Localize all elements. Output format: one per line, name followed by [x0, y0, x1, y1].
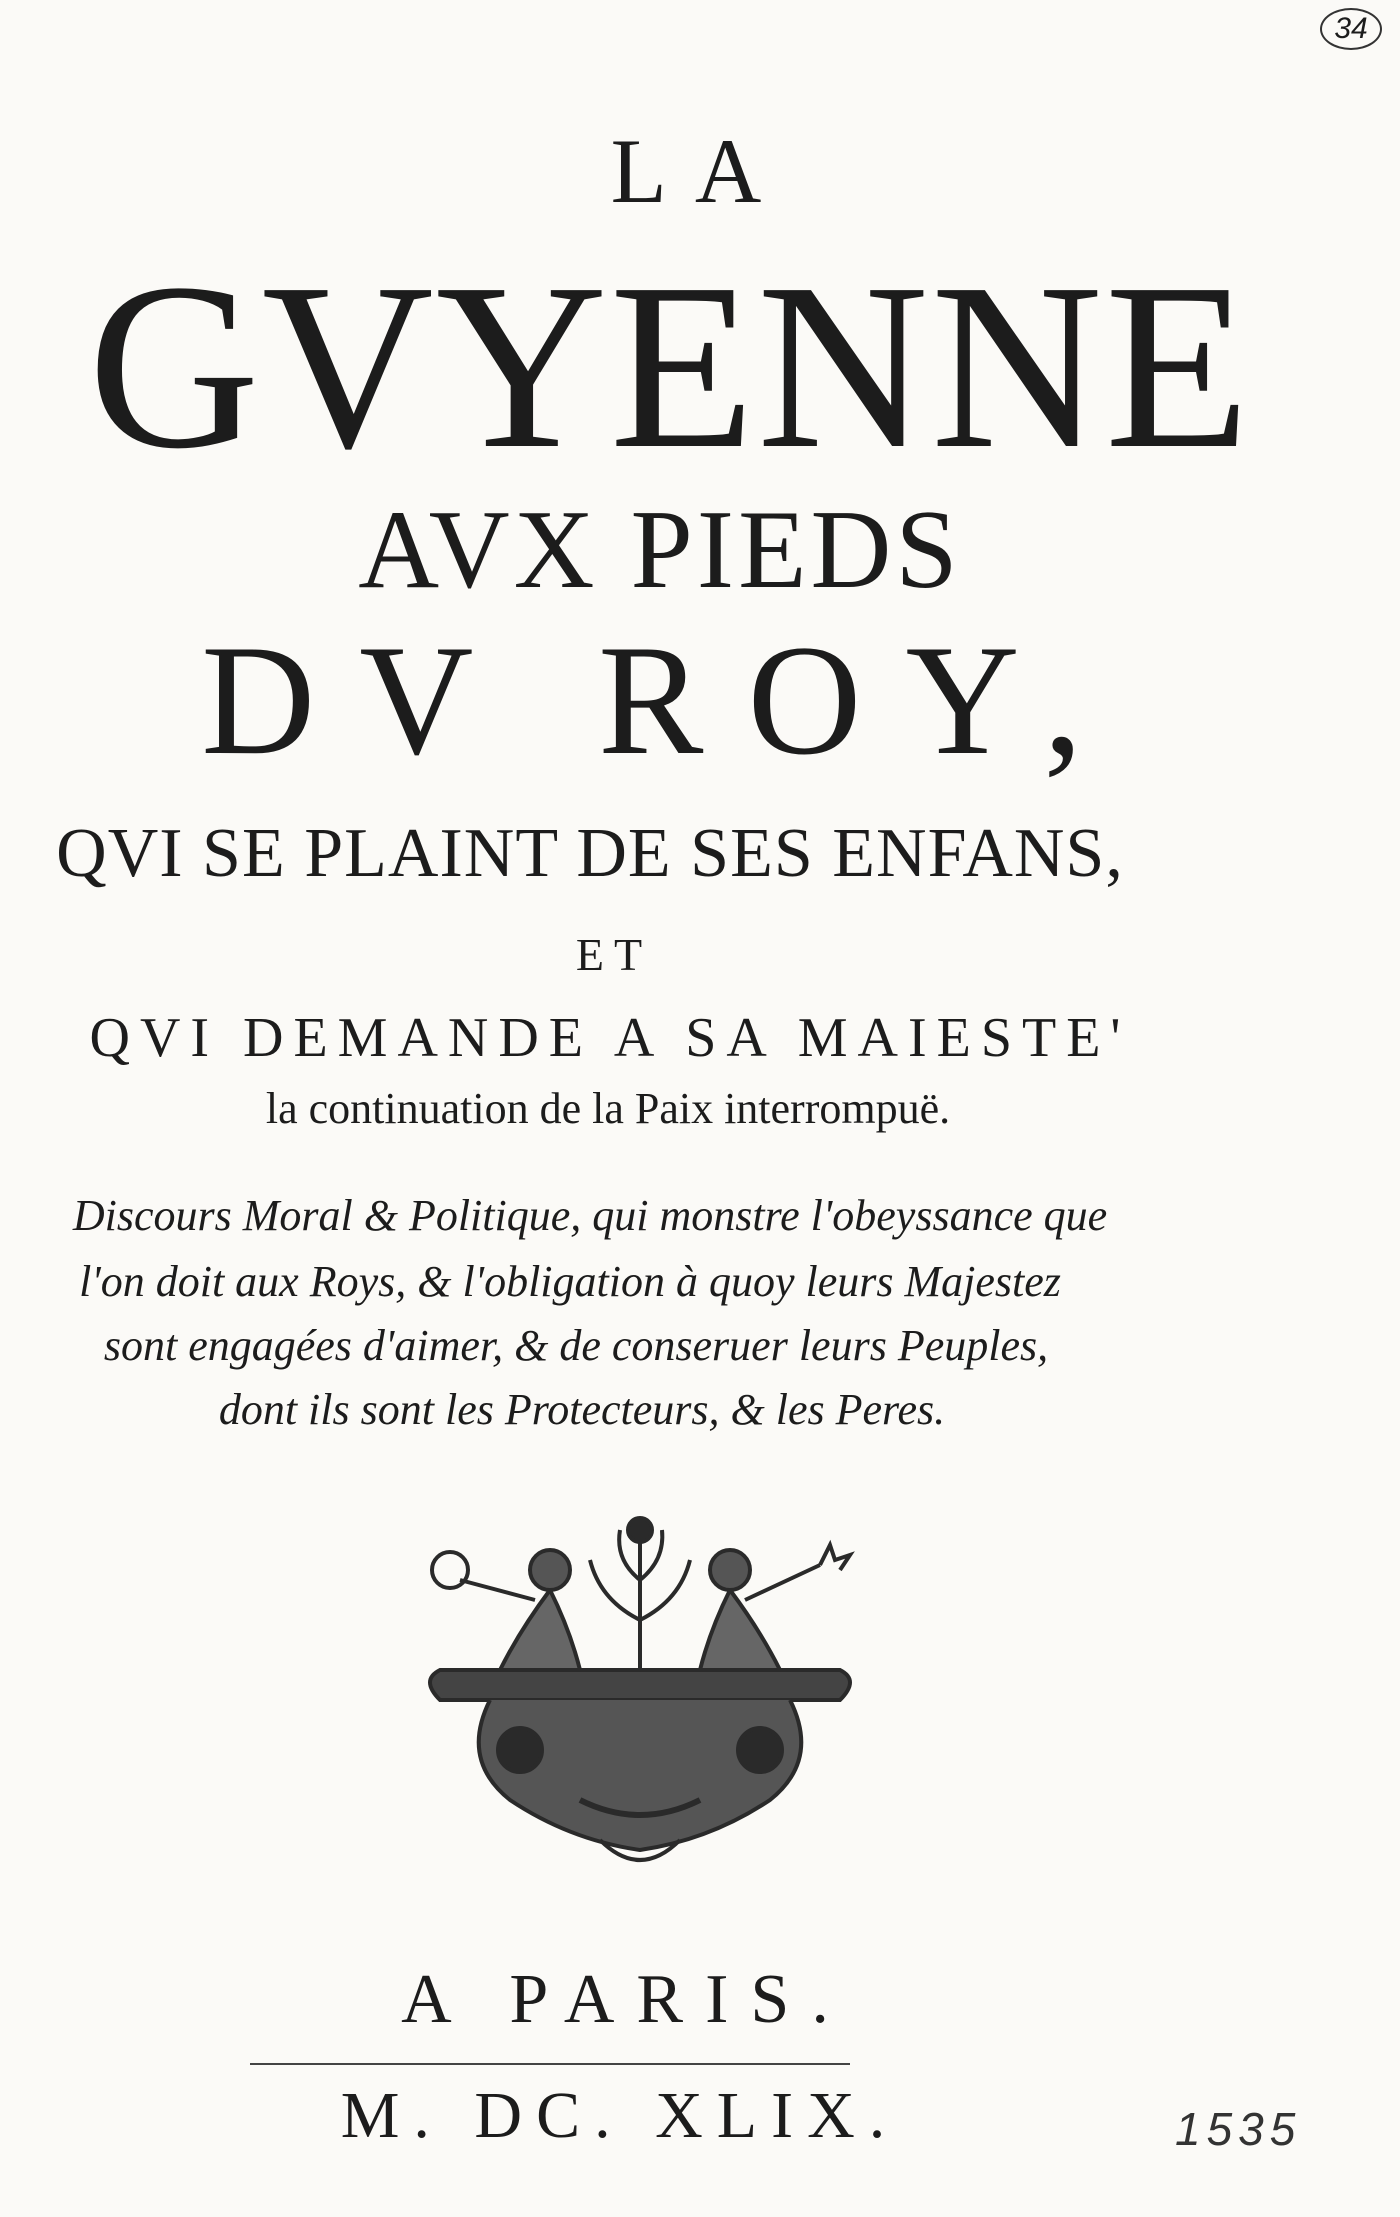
subtitle-line-1: QVI SE PLAINT DE SES ENFANS,: [56, 815, 1124, 892]
title-guyenne: GVYENNE: [87, 235, 1253, 498]
divider-rule: [250, 2063, 850, 2065]
discours-line: Discours Moral & Politique, qui monstre l'obeyssance que: [72, 1191, 1108, 1240]
subtitle-line-2: QVI DEMANDE A SA MAIESTE': [89, 1007, 1131, 1069]
discours-line: sont engagées d'aimer, & de conseruer leurs Peuples,: [103, 1321, 1049, 1370]
discours-line: dont ils sont les Protecteurs, & les Peres.: [218, 1385, 946, 1434]
discours-line: l'on doit aux Roys, & l'obligation à quoy leurs Majestez: [79, 1257, 1061, 1306]
title-la: LA: [610, 120, 790, 222]
shelfmark: 1535: [1175, 2103, 1302, 2155]
subtitle-et: ET: [575, 929, 653, 980]
folio-number: 34: [1320, 8, 1382, 50]
title-aux-pieds: AVX PIEDS: [358, 488, 962, 612]
subtitle-line-3: la continuation de la Paix interrompuë.: [265, 1084, 951, 1133]
title-du-roy: DV ROY,: [201, 613, 1127, 788]
imprint-place: A PARIS.: [401, 1961, 851, 2038]
imprint-date: M. DC. XLIX.: [340, 2079, 900, 2152]
printer-ornament: [400, 1500, 880, 1880]
